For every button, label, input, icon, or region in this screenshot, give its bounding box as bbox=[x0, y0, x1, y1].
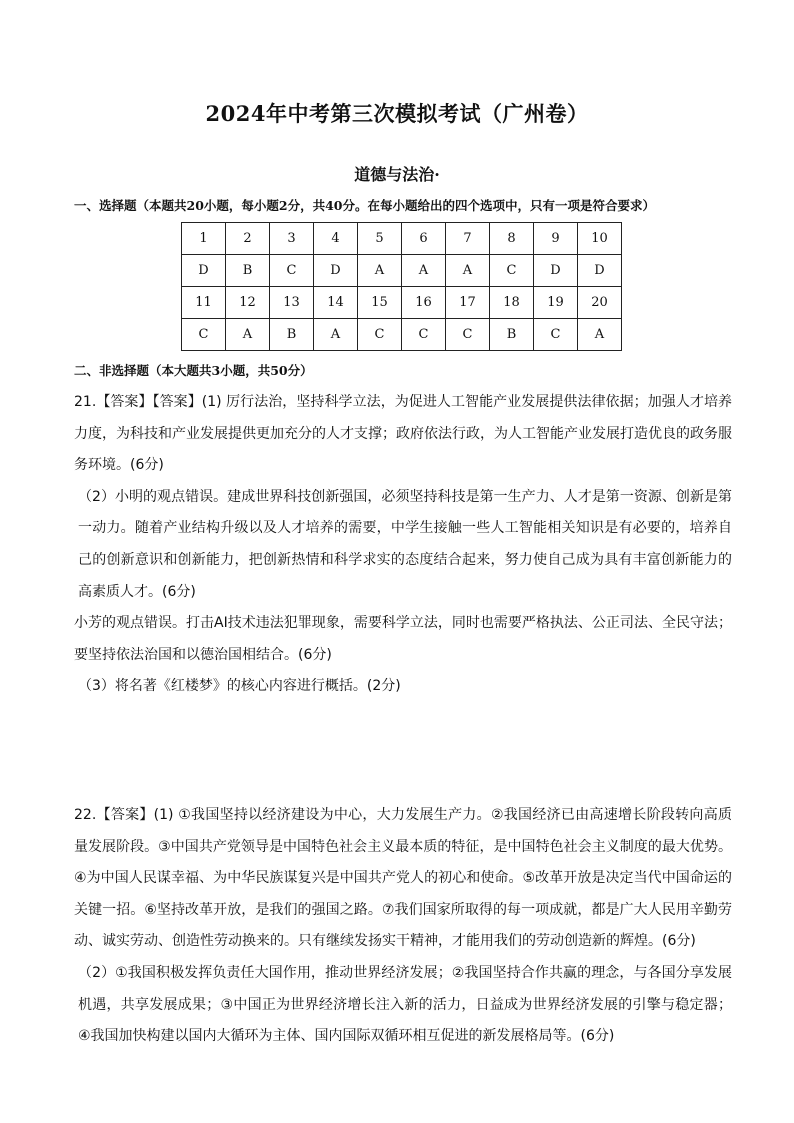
answer-cell: C bbox=[446, 319, 490, 351]
answer-cell: A bbox=[578, 319, 622, 351]
answer-cell: D bbox=[314, 255, 358, 287]
question-number-cell: 15 bbox=[358, 287, 402, 319]
q21-part3: （3）将名著《红楼梦》的核心内容进行概括。(2分) bbox=[78, 678, 401, 695]
question-number-cell: 7 bbox=[446, 223, 490, 255]
question-number-cell: 13 bbox=[270, 287, 314, 319]
answer-cell: C bbox=[182, 319, 226, 351]
answer-cell: D bbox=[534, 255, 578, 287]
q22-part1: 22.【答案】(1) ①我国坚持以经济建设为中心，大力发展生产力。②我国经济已由高速增长阶段转向高质量发展阶段。③中国共产党领导是中国特色社会主义最本质的特征，是中国特色社会主义制度的最大优势。④为中国人民谋幸福、为中华民族谋复兴是中国共产党人的初心和使命。⑤改革开放是决定当代中国命运的关键一招。⑥坚持改革开放，是我们的强国之路。⑦我们国家所取得的每一项成就，都是广大人民用辛勤劳动、诚实劳动、创造性劳动换来的。只有继续发扬实干精神，才能用我们的劳动创造新的辉煌。(6分) bbox=[74, 807, 732, 950]
question-number-cell: 12 bbox=[226, 287, 270, 319]
q21-part1: 21.【答案】【答案】(1) 厉行法治，坚持科学立法，为促进人工智能产业发展提供法律依据；加强人才培养力度，为科技和产业发展提供更加充分的人才支撑；政府依法行政，为人工智能产业发展打造优良的政务服务环境。(6分) bbox=[74, 394, 732, 474]
subject-title: 道德与法治· bbox=[354, 165, 440, 184]
answer-cell: D bbox=[182, 255, 226, 287]
answer-cell: C bbox=[270, 255, 314, 287]
answer-cell: A bbox=[402, 255, 446, 287]
page-title: 2024年中考第三次模拟考试（广州卷） bbox=[205, 101, 589, 126]
answer-cell: B bbox=[226, 255, 270, 287]
answer-cell: A bbox=[226, 319, 270, 351]
question-21-answer bbox=[74, 387, 732, 703]
question-number-cell: 11 bbox=[182, 287, 226, 319]
question-number-cell: 16 bbox=[402, 287, 446, 319]
answer-cell: C bbox=[534, 319, 578, 351]
question-number-cell: 18 bbox=[490, 287, 534, 319]
answer-cell: B bbox=[490, 319, 534, 351]
question-number-cell: 8 bbox=[490, 223, 534, 255]
question-number-cell: 9 bbox=[534, 223, 578, 255]
answer-cell: A bbox=[358, 255, 402, 287]
question-number-cell: 6 bbox=[402, 223, 446, 255]
question-number-row bbox=[182, 287, 622, 319]
answer-table bbox=[181, 222, 622, 351]
question-number-cell: 4 bbox=[314, 223, 358, 255]
q21-part2: （2）小明的观点错误。建成世界科技创新强国，必须坚持科技是第一生产力、人才是第一资源、创新是第一动力。随着产业结构升级以及人才培养的需要，中学生接触一些人工智能相关知识是有必要的，培养自己的创新意识和创新能力，把创新热情和科学求实的态度结合起来，努力使自己成为具有丰富创新能力的高素质人才。(6分) bbox=[78, 488, 732, 600]
answer-cell: A bbox=[446, 255, 490, 287]
question-number-cell: 3 bbox=[270, 223, 314, 255]
answer-cell: D bbox=[578, 255, 622, 287]
question-number-cell: 19 bbox=[534, 287, 578, 319]
answer-cell: C bbox=[490, 255, 534, 287]
question-number-cell: 5 bbox=[358, 223, 402, 255]
answer-row bbox=[182, 319, 622, 351]
question-22-answer bbox=[74, 800, 732, 1053]
answer-cell: B bbox=[270, 319, 314, 351]
section-2-heading: 二、非选择题（本大题共3小题，共50分） bbox=[74, 363, 313, 378]
q21-part2-second: 小芳的观点错误。打击AI技术违法犯罪现象，需要科学立法，同时也需要严格执法、公正司法、全民守法；要坚持依法治国和以德治国相结合。(6分) bbox=[74, 615, 732, 663]
question-number-cell: 10 bbox=[578, 223, 622, 255]
q22-part2: （2）①我国积极发挥负责任大国作用，推动世界经济发展；②我国坚持合作共赢的理念，与各国分享发展机遇，共享发展成果；③中国正为世界经济增长注入新的活力，日益成为世界经济发展的引擎与稳定器；④我国加快构建以国内大循环为主体、国内国际双循环相互促进的新发展格局等。(6分) bbox=[78, 964, 732, 1045]
question-number-cell: 2 bbox=[226, 223, 270, 255]
answer-cell: A bbox=[314, 319, 358, 351]
answer-cell: C bbox=[358, 319, 402, 351]
question-number-cell: 20 bbox=[578, 287, 622, 319]
question-number-cell: 17 bbox=[446, 287, 490, 319]
answer-cell: C bbox=[402, 319, 446, 351]
question-number-row bbox=[182, 223, 622, 255]
answer-row bbox=[182, 255, 622, 287]
question-number-cell: 1 bbox=[182, 223, 226, 255]
section-1-heading: 一、选择题（本题共20小题，每小题2分，共40分。在每小题给出的四个选项中，只有一项是符合要求） bbox=[74, 198, 655, 213]
question-number-cell: 14 bbox=[314, 287, 358, 319]
